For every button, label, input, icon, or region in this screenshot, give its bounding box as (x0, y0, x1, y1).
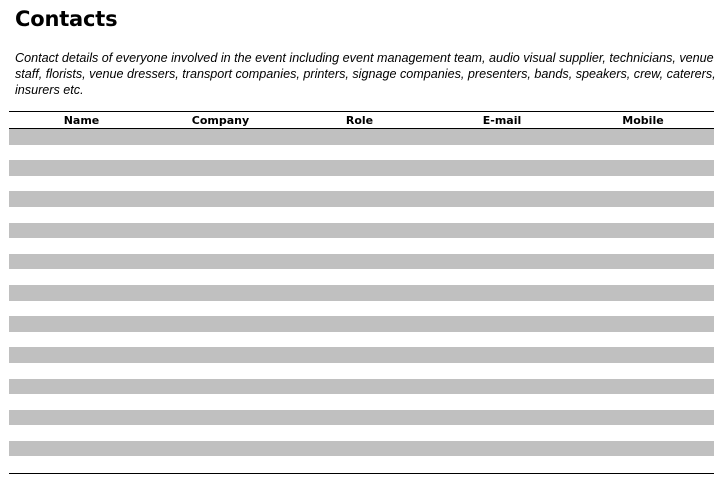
column-header-email: E-mail (482, 114, 522, 127)
table-cell-role[interactable] (287, 379, 432, 395)
table-cell-role[interactable] (287, 191, 432, 207)
table-cell-role[interactable] (287, 160, 432, 176)
table-cell-email[interactable] (432, 441, 572, 457)
column-header-company: Company (191, 114, 250, 127)
table-cell-company[interactable] (154, 285, 287, 301)
table-cell-company[interactable] (154, 379, 287, 395)
table-cell-name[interactable] (9, 285, 154, 301)
table-cell-company[interactable] (154, 223, 287, 239)
table-row[interactable] (9, 191, 714, 207)
column-header-role: Role (345, 114, 374, 127)
table-cell-mobile[interactable] (572, 379, 714, 395)
page-title: Contacts (15, 7, 118, 31)
table-row[interactable] (9, 441, 714, 457)
table-cell-name[interactable] (9, 160, 154, 176)
table-cell-mobile[interactable] (572, 410, 714, 426)
table-cell-company[interactable] (154, 316, 287, 332)
table-header-row (9, 112, 714, 129)
page-description: Contact details of everyone involved in the event including event management team, audio visual supplier, technicians, venue staff, florists, venue dressers, transport companies, printers, signage companies, presenters, bands, speakers, crew, caterers, insurers etc. (15, 51, 716, 97)
table-body (9, 129, 714, 473)
table-cell-name[interactable] (9, 347, 154, 363)
table-row[interactable] (9, 379, 714, 395)
table-cell-company[interactable] (154, 160, 287, 176)
table-row[interactable] (9, 410, 714, 426)
table-cell-name[interactable] (9, 254, 154, 270)
table-cell-company[interactable] (154, 254, 287, 270)
table-cell-email[interactable] (432, 129, 572, 145)
table-row-spacer (9, 425, 714, 441)
table-row-spacer (9, 145, 714, 161)
table-row[interactable] (9, 347, 714, 363)
table-cell-email[interactable] (432, 379, 572, 395)
table-cell-name[interactable] (9, 379, 154, 395)
table-row[interactable] (9, 160, 714, 176)
table-cell-mobile[interactable] (572, 191, 714, 207)
table-row-spacer (9, 394, 714, 410)
table-row-spacer (9, 301, 714, 317)
table-row[interactable] (9, 254, 714, 270)
contacts-table (9, 111, 714, 474)
table-cell-company[interactable] (154, 347, 287, 363)
table-cell-mobile[interactable] (572, 347, 714, 363)
table-cell-role[interactable] (287, 441, 432, 457)
table-cell-role[interactable] (287, 285, 432, 301)
table-cell-role[interactable] (287, 223, 432, 239)
table-cell-mobile[interactable] (572, 441, 714, 457)
table-cell-role[interactable] (287, 129, 432, 145)
table-row-spacer (9, 238, 714, 254)
table-cell-email[interactable] (432, 223, 572, 239)
table-cell-email[interactable] (432, 191, 572, 207)
table-cell-mobile[interactable] (572, 254, 714, 270)
column-header-name: Name (63, 114, 100, 127)
table-cell-role[interactable] (287, 316, 432, 332)
table-cell-email[interactable] (432, 347, 572, 363)
table-cell-name[interactable] (9, 129, 154, 145)
table-cell-company[interactable] (154, 191, 287, 207)
table-cell-mobile[interactable] (572, 160, 714, 176)
table-cell-mobile[interactable] (572, 129, 714, 145)
table-cell-mobile[interactable] (572, 285, 714, 301)
table-row[interactable] (9, 316, 714, 332)
table-cell-role[interactable] (287, 347, 432, 363)
table-row[interactable] (9, 285, 714, 301)
table-cell-company[interactable] (154, 410, 287, 426)
table-cell-mobile[interactable] (572, 316, 714, 332)
table-cell-email[interactable] (432, 160, 572, 176)
table-bottom-rule (9, 473, 714, 474)
table-cell-email[interactable] (432, 316, 572, 332)
table-row-spacer (9, 332, 714, 348)
table-cell-email[interactable] (432, 254, 572, 270)
table-cell-role[interactable] (287, 254, 432, 270)
table-cell-company[interactable] (154, 441, 287, 457)
table-row-spacer (9, 176, 714, 192)
table-cell-name[interactable] (9, 441, 154, 457)
table-cell-mobile[interactable] (572, 223, 714, 239)
table-cell-name[interactable] (9, 410, 154, 426)
table-row-spacer (9, 207, 714, 223)
table-row[interactable] (9, 223, 714, 239)
table-cell-role[interactable] (287, 410, 432, 426)
table-row[interactable] (9, 129, 714, 145)
table-cell-email[interactable] (432, 410, 572, 426)
table-cell-email[interactable] (432, 285, 572, 301)
table-cell-name[interactable] (9, 223, 154, 239)
table-row-spacer (9, 269, 714, 285)
column-header-mobile: Mobile (622, 114, 664, 127)
table-cell-name[interactable] (9, 191, 154, 207)
table-row-spacer (9, 363, 714, 379)
table-cell-company[interactable] (154, 129, 287, 145)
table-cell-name[interactable] (9, 316, 154, 332)
